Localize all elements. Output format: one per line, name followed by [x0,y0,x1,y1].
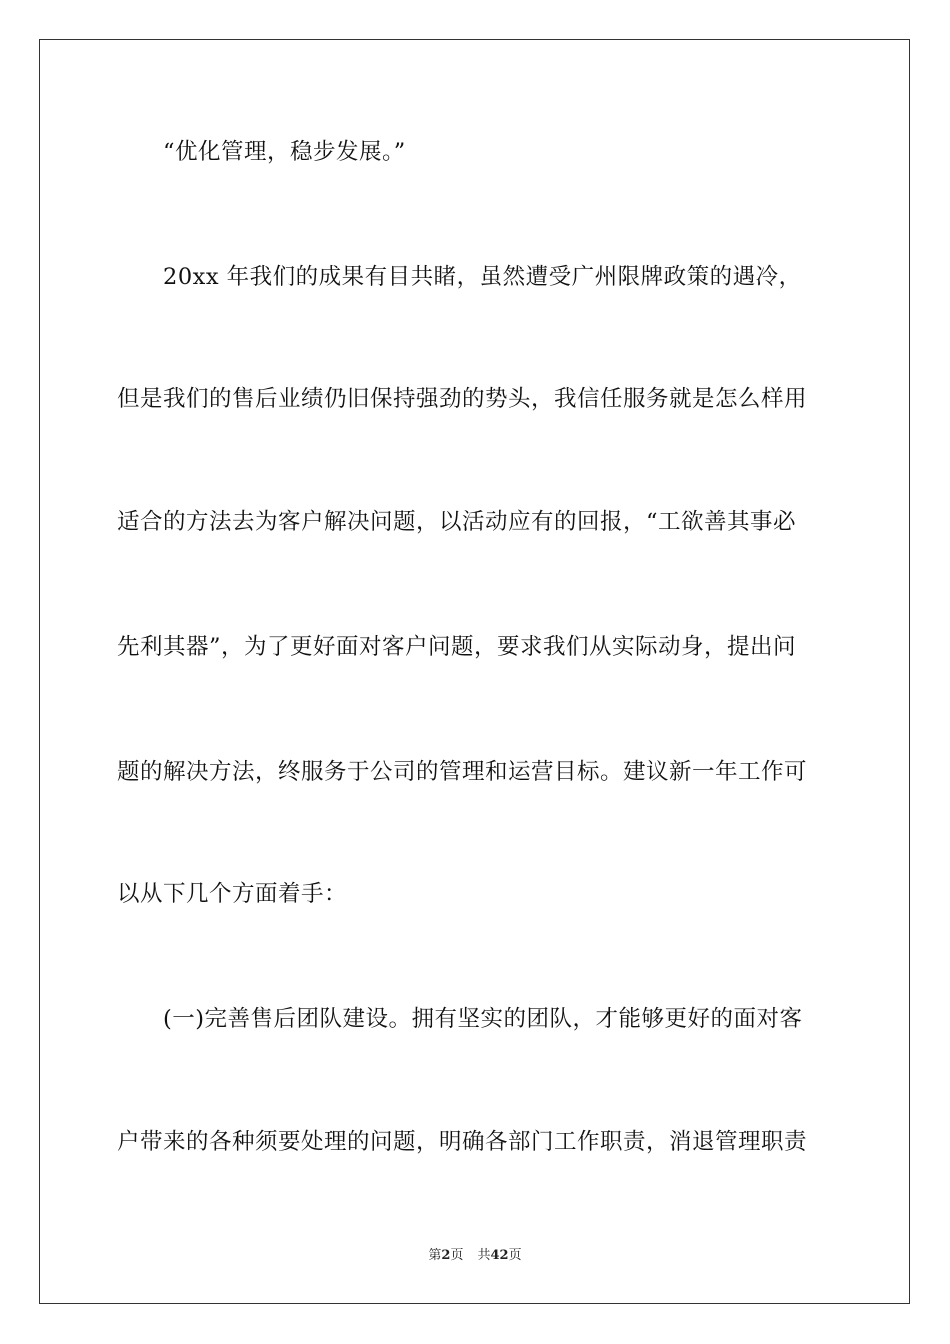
page-border [39,39,910,1304]
total-unit: 页 [508,1248,522,1263]
page-unit: 页 [450,1248,464,1263]
total-prefix: 共 [477,1248,491,1263]
paragraph-line-8: (一)完善售后团队建设。拥有坚实的团队，才能够更好的面对客 [163,1006,803,1032]
page-prefix: 第 [428,1248,442,1263]
paragraph-line-1: “优化管理，稳步发展。” [163,139,406,165]
paragraph-line-5: 先利其器”，为了更好面对客户问题，要求我们从实际动身，提出问 [117,634,797,660]
current-page-number: 2 [441,1248,451,1263]
paragraph-line-7: 以从下几个方面着手： [117,881,348,907]
page-footer [0,1247,950,1265]
paragraph-line-9: 户带来的各种须要处理的问题，明确各部门工作职责，消退管理职责 [117,1129,808,1155]
paragraph-line-2: 20xx 年我们的成果有目共睹，虽然遭受广州限牌政策的遇冷， [163,264,802,290]
total-page-count: 42 [490,1248,509,1263]
paragraph-line-4: 适合的方法去为客户解决问题，以活动应有的回报，“工欲善其事必 [117,509,797,535]
paragraph-line-3: 但是我们的售后业绩仍旧保持强劲的势头，我信任服务就是怎么样用 [117,386,808,412]
paragraph-line-6: 题的解决方法，终服务于公司的管理和运营目标。建议新一年工作可 [117,759,808,785]
